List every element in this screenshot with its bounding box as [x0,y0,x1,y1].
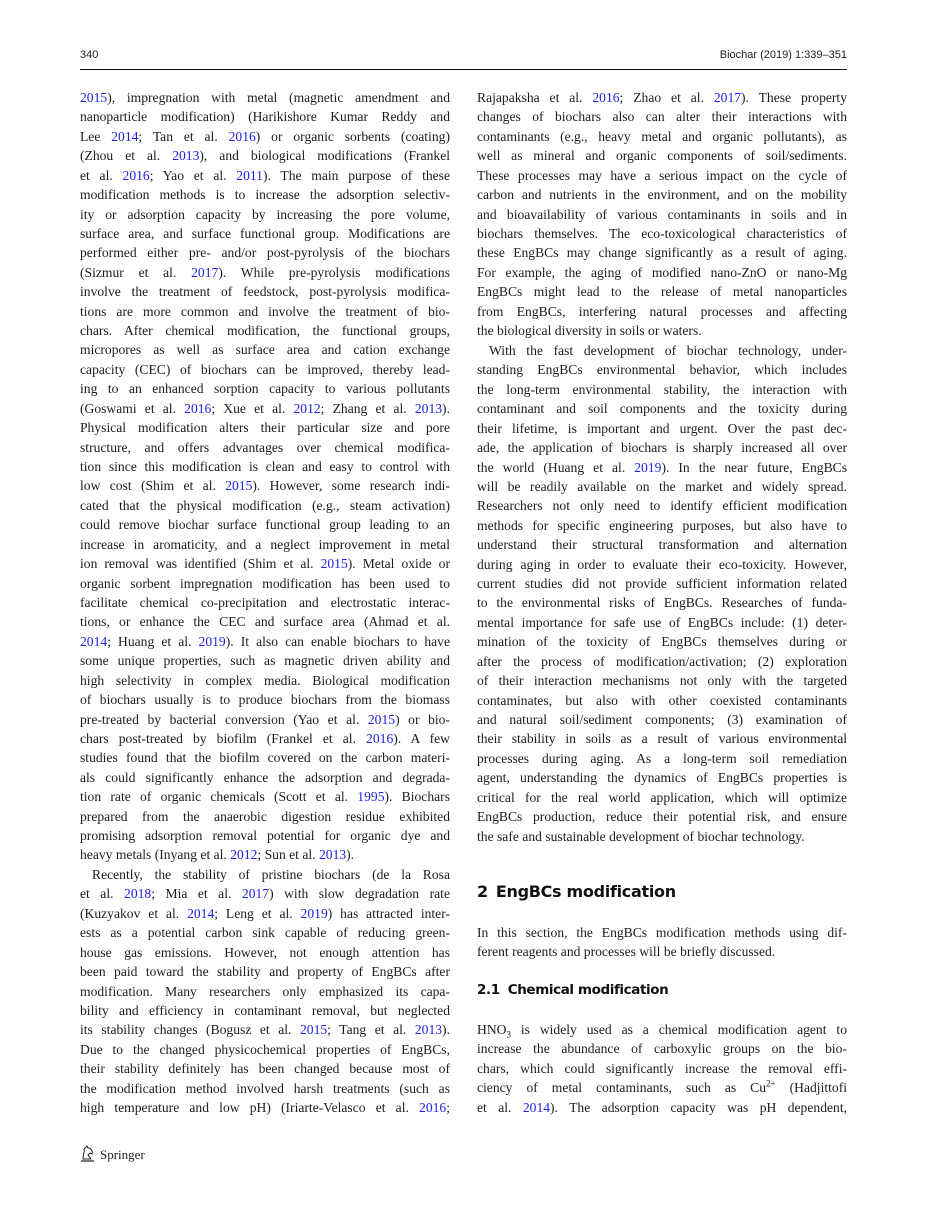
citation-link[interactable]: 2016 [184,400,212,416]
text-line: structure, and offers advantages over chemical modifica- [80,439,450,455]
subsection-heading [477,982,668,998]
text-line: et al. 2018; Mia et al. 2017) with slow degradation rate [80,886,450,902]
text-line: will be readily available on the market and widely spread. [477,478,847,494]
text-line: from EngBCs, interfering natural processes and affecting [477,303,847,319]
text-line: With the fast development of biochar technology, under- [489,343,847,358]
text-line: their stability definitely has been changed because most of [80,1061,450,1077]
text-line: promising adsorption removal potential for organic dye and [80,828,450,844]
text-line: Researchers not only need to identify efficient modification [477,498,847,514]
citation-link[interactable]: 2018 [124,886,152,902]
citation-link[interactable]: 2012 [230,847,258,863]
text-line: the modification method involved harsh treatments (such as [80,1080,450,1096]
text-line: et al. 2016; Yao et al. 2011). The main purpose of these [80,167,450,183]
citation-link[interactable]: 2013 [414,1022,443,1038]
text-line: heavy metals (Inyang et al. 2012; Sun et al. 2013). [80,847,355,863]
citation-link[interactable]: 2017 [713,90,742,105]
left-paragraph-1 [80,88,450,865]
text-line: ade, the application of biochars is sharply increased all over [477,440,847,456]
citation-link[interactable]: 2012 [293,400,321,416]
text-line: the world (Huang et al. 2019). In the near future, EngBCs [477,459,847,475]
text-line: EngBCs might lead to the release of metal nanoparticles [477,284,847,300]
text-line: carbon and nutrients in the environment, and on the mobility [477,187,847,203]
citation-link[interactable]: 2013 [318,847,347,863]
text-line: tions are more common and involve the treatment of bio- [80,303,450,319]
text-line: EngBCs production, reduce their potential risk, and ensure [477,809,847,825]
text-line: of biochars usually is to produce biochars from the biomass [80,692,450,708]
text-line: In this section, the EngBCs modification methods using dif- [477,925,847,940]
text-line: understand their structural transformation and alternation [477,537,847,553]
citation-link[interactable]: 2019 [634,459,662,475]
citation-link[interactable]: 2017 [241,886,270,902]
citation-link[interactable]: 2014 [187,905,215,921]
text-line: been paid toward the stability and property of EngBCs after [80,964,450,980]
text-line: these EngBCs may change significantly as a result of aging. [477,245,847,261]
citation-link[interactable]: 2019 [300,905,328,921]
text-line: performed either pre- and/or post-pyrolysis of the biochars [80,245,450,261]
right-paragraph-1 [477,88,847,340]
text-line: contaminant and soil components and the toxicity during [477,401,847,417]
right-paragraph-2 [477,341,847,846]
text-line: their stability in soils as a result of various environmental [477,731,847,747]
text-line: methods for specific engineering purposes, but also have to [477,517,847,533]
text-line: involve the treatment of feedstock, post-pyrolysis modifica- [80,284,450,300]
text-line: contaminants (e.g., heavy metal and organic pollutants), as [477,128,847,144]
citation-link[interactable]: 2015 [367,711,396,727]
text-line: (Zhou et al. 2013), and biological modifications (Frankel [80,148,451,164]
text-line: (Sizmur et al. 2017). While pre-pyrolysis modifications [80,264,450,280]
citation-link[interactable]: 2014 [522,1099,551,1115]
text-line: als could significantly enhance the adsorption and degrada- [80,769,450,785]
text-line: house gas emissions. However, not enough attention has [80,944,450,960]
text-line: ity or adsorption capacity by increasing the pore volume, [80,206,450,222]
text-line: to the environmental risks of EngBCs. Researches of funda- [477,595,847,611]
text-line: $HNO_3$ is widely used as a chemical modification agent to [477,1022,847,1040]
text-line: high selectivity in complex media. Biological modification [80,672,450,688]
text-line: after the process of modification/activation; (2) exploration [477,653,847,669]
text-line: capacity (CEC) of biochars can be improved, thereby lead- [80,361,450,377]
text-line: tion rate of organic chemicals (Scott et al. 1995). Biochars [80,789,450,805]
text-line: tions, or enhance the CEC and surface area (Ahmad et al. [80,614,450,630]
text-line: their lifetime, is important and urgent. Over the past dec- [477,420,847,436]
left-paragraph-2 [80,865,450,1117]
citation-link[interactable]: 2015 [320,556,348,572]
section-heading [477,882,676,901]
text-line: current studies did not provide sufficient information related [477,576,847,592]
text-line: and bioavailability of various contaminants in soils and in [477,206,847,222]
text-line: changes of biochars also can alter their interactions with [477,109,847,125]
citation-link[interactable]: 2016 [366,730,394,746]
subsection-body [477,1020,847,1117]
subsection-title: Chemical modification [507,982,669,998]
text-line: organic sorbent impregnation modification has been used to [80,575,450,591]
text-line: chars, which could significantly increase the removal effi- [477,1060,847,1076]
text-line: some unique properties, such as magnetic driven ability and [80,653,450,669]
text-line: Rajapaksha et al. 2016; Zhao et al. 2017). These property [477,90,847,105]
text-line: nanoparticle modification) (Harikishore Kumar Reddy and [80,109,450,125]
text-line: cated that the physical modification (e.g., steam activation) [80,497,450,513]
text-line: modification methods is to increase the adsorption selectiv- [80,187,450,203]
text-line: Physical modification alters their particular size and pore [80,420,450,436]
header-rule [80,69,847,70]
text-line: ion removal was identified (Shim et al. 2015). Metal oxide or [80,556,450,572]
text-line: studies found that the biofilm covered on the carbon materi- [80,750,450,766]
journal-citation: Biochar (2019) 1:339–351 [719,49,847,61]
citation-link[interactable]: 2019 [198,633,226,649]
text-line: and natural soil/sediment components; (3) examination of [477,712,847,728]
superscript: 2+ [766,1078,776,1089]
text-line: For example, the aging of modified nano-ZnO or nano-Mg [477,264,847,280]
citation-link[interactable]: 2015 [80,90,108,105]
text-line: prepared from the anaerobic digestion residue exhibited [80,808,450,824]
text-line: processes during aging. As a long-term soil remediation [477,750,847,766]
text-line: Recently, the stability of pristine biochars (de la Rosa [92,867,450,882]
text-line: of their interaction mechanisms not only with the targeted [477,673,847,689]
text-line: well as mineral and organic components of soil/sediments. [477,148,847,164]
text-line: ferent reagents and processes will be briefly discussed. [477,944,776,960]
citation-link[interactable]: 2014 [80,633,108,649]
text-line: bility and efficiency in contaminant removal, but neglected [80,1002,450,1018]
text-line: mental importance for safe use of EngBCs include: (1) deter- [477,614,847,630]
text-line: pre-treated by bacterial conversion (Yao et al. 2015) or bio- [80,711,450,727]
text-line: critical for the real world application, which will optimize [477,789,847,805]
text-line: Due to the changed physicochemical properties of EngBCs, [80,1041,450,1057]
text-line: 2015), impregnation with metal (magnetic amendment and [80,90,450,105]
text-line: contaminates, but also with other coexisted contaminants [477,692,847,708]
subscript: 3 [506,1029,511,1040]
citation-link[interactable]: 2016 [419,1100,447,1116]
citation-link[interactable]: 2014 [111,128,139,144]
citation-link[interactable]: 2013 [414,400,443,416]
text-line: the biological diversity in soils or waters. [477,323,702,339]
text-line: its stability changes (Bogusz et al. 2015; Tang et al. 2013). [80,1022,450,1038]
section-number: 2 [477,882,488,901]
section-title: EngBCs modification [495,882,676,901]
text-line: could remove biochar surface functional group leading to an [80,517,450,533]
text-line: standing EngBCs environmental behavior, which includes [477,362,847,378]
citation-link[interactable]: 2013 [172,148,200,164]
text-line: micropores as well as surface area and cation exchange [80,342,450,358]
text-line: chars post-treated by biofilm (Frankel et al. 2016). A few [80,730,450,746]
text-line: chars. After chemical modification, the functional groups, [80,323,450,339]
text-line: surface area, and surface functional group. Modifications are [80,225,450,241]
publisher-name: Springer [100,1147,145,1162]
text-line: the long-term environmental stability, the interaction with [477,381,847,397]
text-line: (Goswami et al. 2016; Xue et al. 2012; Zhang et al. 2013). [80,400,450,416]
text-line: modification. Many researchers only emphasized its capa- [80,983,450,999]
text-line: high temperature and low pH) (Iriarte-Velasco et al. 2016; [80,1100,450,1116]
text-line: increase the abundance of carboxylic groups on the bio- [477,1041,847,1057]
text-line: biochars themselves. The eco-toxicological characteristics of [477,225,847,241]
citation-link[interactable]: 2016 [228,128,256,144]
text-line: 2014; Huang et al. 2019). It also can enable biochars to have [80,633,450,649]
text-line: mination of the toxicity of EngBCs themselves during or [477,634,847,650]
text-line: These processes may have a serious impact on the cycle of [477,167,847,183]
text-line: facilitate chemical co-precipitation and electrostatic interac- [80,594,450,610]
text-line: (Kuzyakov et al. 2014; Leng et al. 2019) has attracted inter- [80,905,450,921]
text-line: low cost (Shim et al. 2015). However, some research indi- [80,478,450,494]
text-line: ing to an enhanced sorption capacity to various pollutants [80,381,450,397]
text-line: Lee 2014; Tan et al. 2016) or organic sorbents (coating) [80,128,450,144]
section-intro [477,923,847,962]
text-line: ests as a potential carbon sink capable of reducing green- [80,925,450,941]
springer-horse-icon [80,1144,96,1166]
text-line: increase in aromaticity, and a neglect improvement in metal [80,536,450,552]
text-line: et al. 2014). The adsorption capacity was pH dependent, [477,1099,847,1115]
text-line: agent, understanding the dynamics of EngBCs properties is [477,770,847,786]
citation-link[interactable]: 1995 [357,789,385,805]
text-line: ciency of metal contaminants, such as $Cu^{2+}$ (Hadjittofi [477,1078,847,1096]
text-line: tion since this modification is clean and easy to control with [80,459,450,475]
citation-link[interactable]: 2016 [122,167,150,183]
citation-link[interactable]: 2015 [225,478,253,494]
citation-link[interactable]: 2015 [299,1022,328,1038]
page-number: 340 [80,49,99,61]
footer [80,1144,145,1166]
citation-link[interactable]: 2017 [191,264,219,280]
citation-link[interactable]: 2011 [236,167,263,183]
citation-link[interactable]: 2016 [592,90,620,105]
text-line: the safe and sustainable development of biochar technology. [477,828,805,844]
subsection-number: 2.1 [477,982,500,998]
text-line: during aging in order to evaluate their eco-toxicity. However, [477,556,847,572]
